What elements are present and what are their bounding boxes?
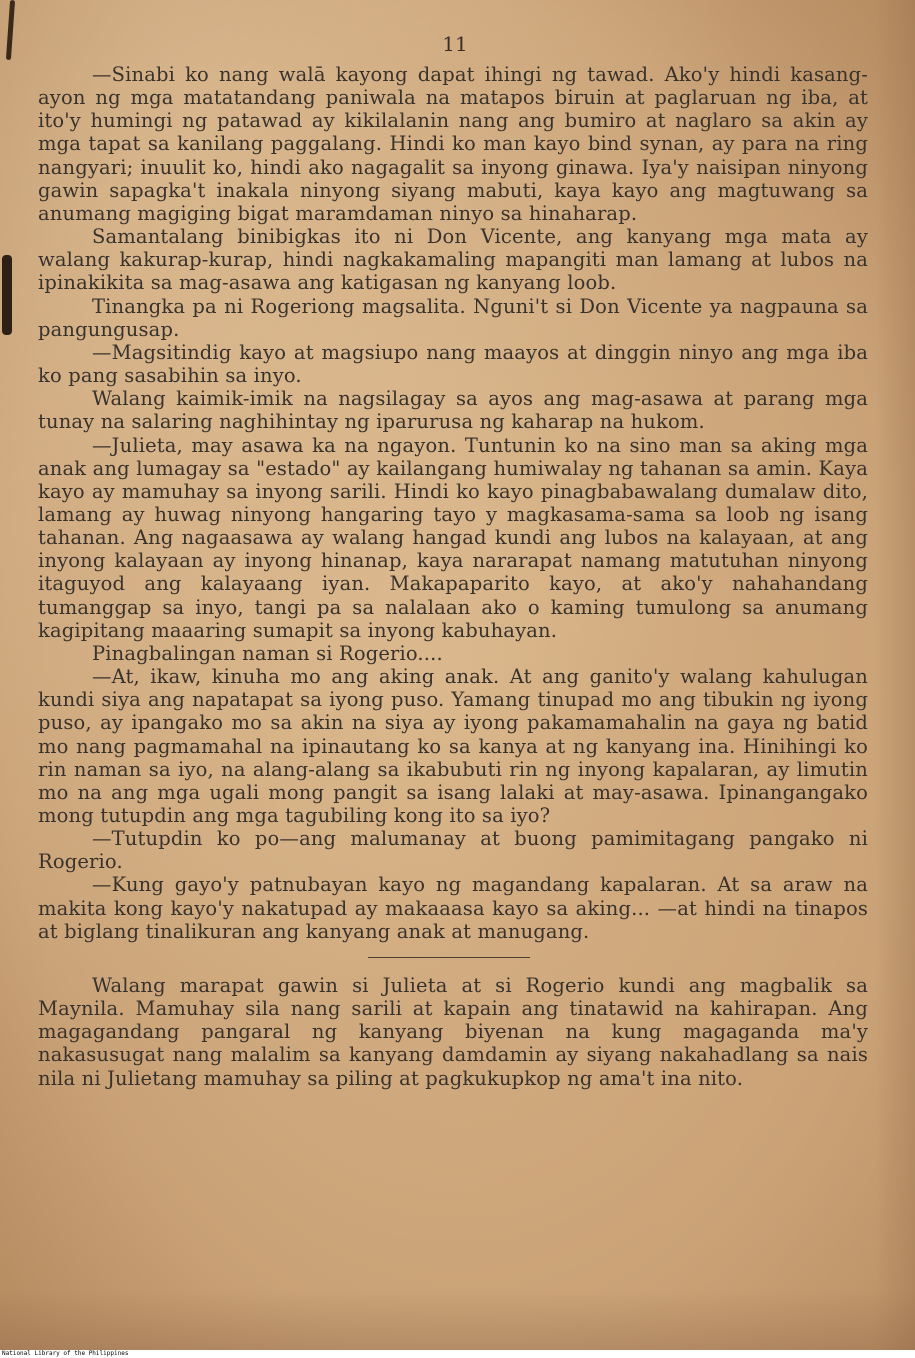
binding-stain [2,255,12,335]
paragraph: —Magsitindig kayo at magsiupo nang maayos at dinggin ninyo ang mga iba ko pang sasabihin sa inyo. [38,340,868,388]
footer-credit: National Library of the Philippines [0,1350,915,1358]
page-bottom-shading [0,1290,915,1350]
page-number: 11 [442,32,468,56]
page-edge-shading [875,0,915,1350]
paragraph: Samantalang binibigkas ito ni Don Vicente, ang kanyang mga mata ay walang kakurap-kurap, hindi nagkakamaling mapangiti man lamang at lubos na ipinakikita sa mag-asawa ang katigasan ng kanyang loob. [38,225,868,295]
body-text [38,63,868,1090]
paragraph: —At, ikaw, kinuha mo ang aking anak. At ang ganito'y walang kahulugan kundi siya ang napatapat sa iyong puso. Yamang tinupad mo ang tibukin ng iyong puso, ay ipangako mo sa akin na siya ay iyong pakamamahalin na gaya ng batid mo nang pagmamahal na ipinautang ko sa kanya at ng kanyang ina. Hinihingi ko rin naman sa iyo, na alang-alang sa ikabubuti rin ng inyong kapalaran, ay limutin mo na ang mga ugali mong pangit sa isang lalaki at may-asawa. Ipinangangako mong tutupdin ang mga tagubiling kong ito sa iyo? [38,665,868,827]
paragraph: —Tutupdin ko po—ang malumanay at buong pamimitagang pangako ni Rogerio. [38,827,868,874]
paragraph: —Julieta, may asawa ka na ngayon. Tuntunin ko na sino man sa aking mga anak ang lumagay sa "estado" ay kailangang humiwalay ng tahanan sa amin. Kaya kayo ay mamuhay sa inyong sarili. Hindi ko kayo pinagbabawalang dumalaw dito, lamang ay huwag ninyong hangaring tayo y magkasama-sama sa loob ng isang tahanan. Ang nagaasawa ay walang hangad kundi ang lubos na kalayaan, at ang inyong kalayaan ay inyong hinanap, kaya nararapat namang matutuhan ninyong itaguyod ang kalayaang iyan. Makapaparito kayo, at ako'y nahahandang tumanggap sa inyo, tangi pa sa nalalaan ako o kaming tumulong sa anumang kagipitang maaaring sumapit sa inyong kabuhayan. [38,433,868,642]
paragraph: Walang kaimik-imik na nagsilagay sa ayos ang mag-asawa at parang mga tunay na salaring naghihintay ng iparurusa ng kaharap na hukom. [38,387,868,434]
binding-mark [6,0,15,60]
paragraph: —Kung gayo'y patnubayan kayo ng magandang kapalaran. At sa araw na makita kong kayo'y nakatupad ay makaaasa kayo sa aking... —at hindi na tinapos at biglang tinalikuran ang kanyang anak at manugang. [38,873,868,943]
paragraph: —Sinabi ko nang walā kayong dapat ihingi ng tawad. Ako'y hindi kasang-ayon ng mga matatandang paniwala na matapos biruin at paglaruan ng iba, at ito'y humingi ng patawad ay kikilalanin nang ang bumiro at naglaro sa akin ay mga tapat sa kanilang paggalang. Hindi ko man kayo bind synan, ay para na ring nangyari; inuulit ko, hindi ako nagagalit sa inyong ginawa. Iya'y naisipan ninyong gawin sapagka't inakala ninyong siyang mabuti, kaya kayo ang magtuwang sa anumang magiging bigat maramdaman ninyo sa hinaharap. [38,63,868,225]
closing-paragraph: Walang marapat gawin si Julieta at si Rogerio kundi ang magbalik sa Maynila. Mamuhay sila nang sarili at kapain ang tinatawid na kahirapan. Ang magagandang pangaral ng kanyang biyenan na kung magaganda ma'y nakasusugat nang malalim sa kanyang damdamin ay siyang nakahadlang sa nais nila ni Julietang mamuhay sa piling at pagkukupkop ng ama't ina nito. [38,973,868,1090]
section-divider [368,957,530,958]
paragraph: Pinagbalingan naman si Rogerio.... [92,641,443,665]
paragraph: Tinangka pa ni Rogeriong magsalita. Nguni't si Don Vicente ya nagpauna sa pangungusap. [38,294,868,341]
